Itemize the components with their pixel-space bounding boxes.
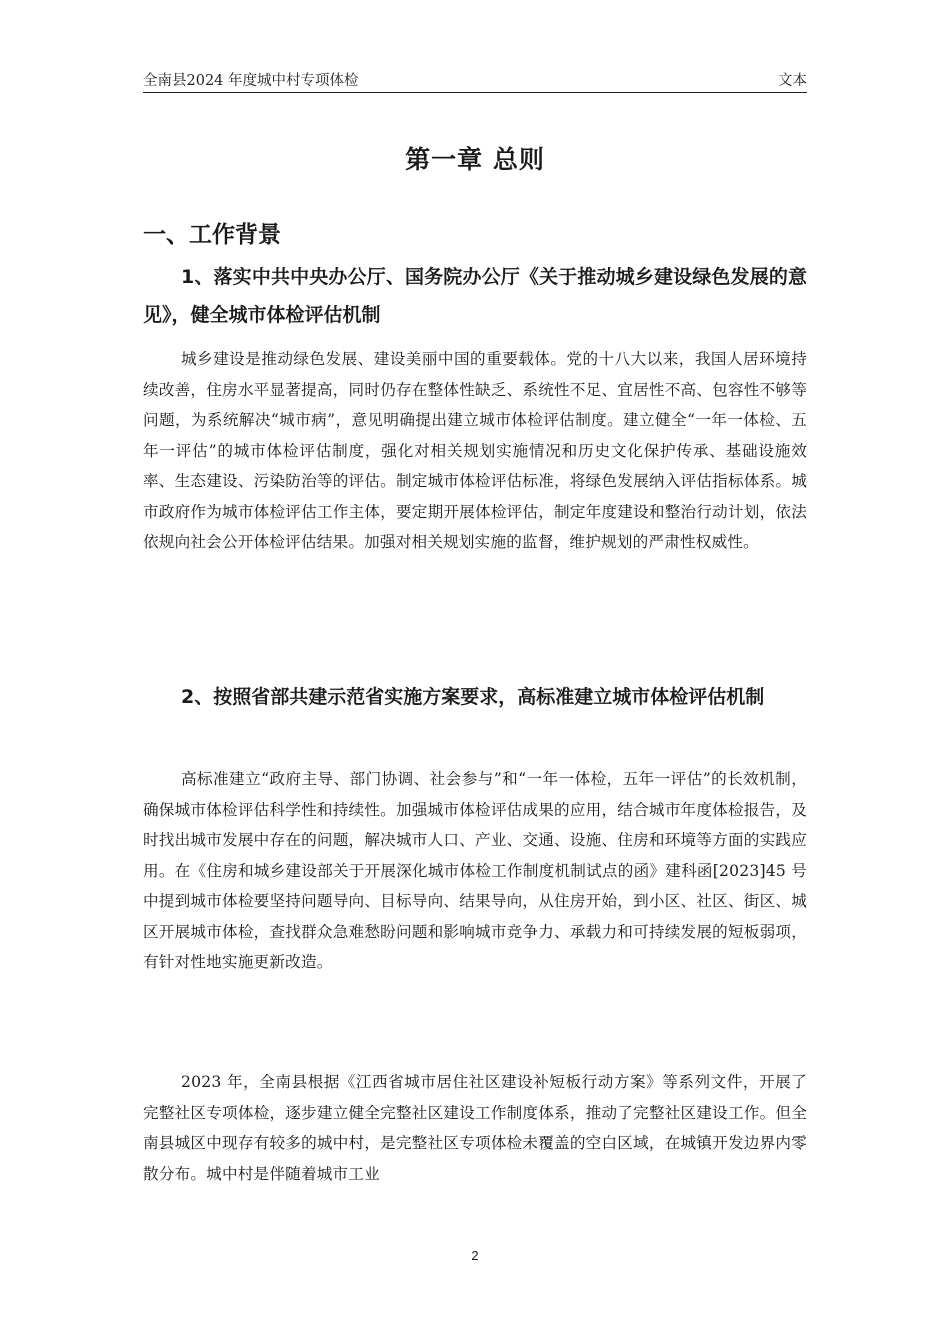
chapter-title: 第一章 总则 — [405, 145, 545, 174]
page-number: 2 — [471, 1248, 479, 1263]
header-divider — [143, 92, 807, 93]
section-title: 一、工作背景 — [143, 222, 281, 248]
page-header — [143, 70, 807, 90]
paragraph-3: 2023 年，全南县根据《江西省城市居住社区建设补短板行动方案》等系列文件，开展了完整社区专项体检，逐步建立健全完整社区建设工作制度体系，推动了完整社区建设工作。但全南县城区中现存有较多的城中村，是完整社区专项体检未覆盖的空白区域，在城镇开发边界内零散分布。城中村是伴随着城市工业 — [143, 1073, 807, 1183]
paragraph-2: 高标准建立“政府主导、部门协调、社会参与”和“一年一体检，五年一评估”的长效机制，确保城市体检评估科学性和持续性。加强城市体检评估成果的应用，结合城市年度体检报告，及时找出城市发展中存在的问题，解决城市人口、产业、交通、设施、住房和环境等方面的实践应用。在《住房和城乡建设部关于开展深化城市体检工作制度机制试点的函》建科函[2023]45 号中提到城市体检要坚持问题导向、目标导向、结果导向，从住房开始，到小区、社区、街区、城区开展城市体检，查找群众急难愁盼问题和影响城市竞争力、承载力和可持续发展的短板弱项，有针对性地实施更新改造。 — [143, 770, 807, 971]
subsection-heading-1: 1、落实中共中央办公厅、国务院办公厅《关于推动城乡建设绿色发展的意见》，健全城市体检评估机制 — [143, 266, 807, 326]
paragraph-1: 城乡建设是推动绿色发展、建设美丽中国的重要载体。党的十八大以来，我国人居环境持续改善，住房水平显著提高，同时仍存在整体性缺乏、系统性不足、宜居性不高、包容性不够等问题，为系统解决“城市病”，意见明确提出建立城市体检评估制度。建立健全“一年一体检、五年一评估”的城市体检评估制度，强化对相关规划实施情况和历史文化保护传承、基础设施效率、生态建设、污染防治等的评估。制定城市体检评估标准，将绿色发展纳入评估指标体系。城市政府作为城市体检评估工作主体，要定期开展体检评估，制定年度建设和整治行动计划，依法依规向社会公开体检评估结果。加强对相关规划实施的监督，维护规划的严肃性权威性。 — [143, 350, 807, 551]
header-label: 文本 — [778, 73, 807, 89]
subsection-heading-2: 2、按照省部共建示范省实施方案要求，高标准建立城市体检评估机制 — [181, 686, 765, 708]
header-title: 全南县2024 年度城中村专项体检 — [143, 73, 359, 89]
